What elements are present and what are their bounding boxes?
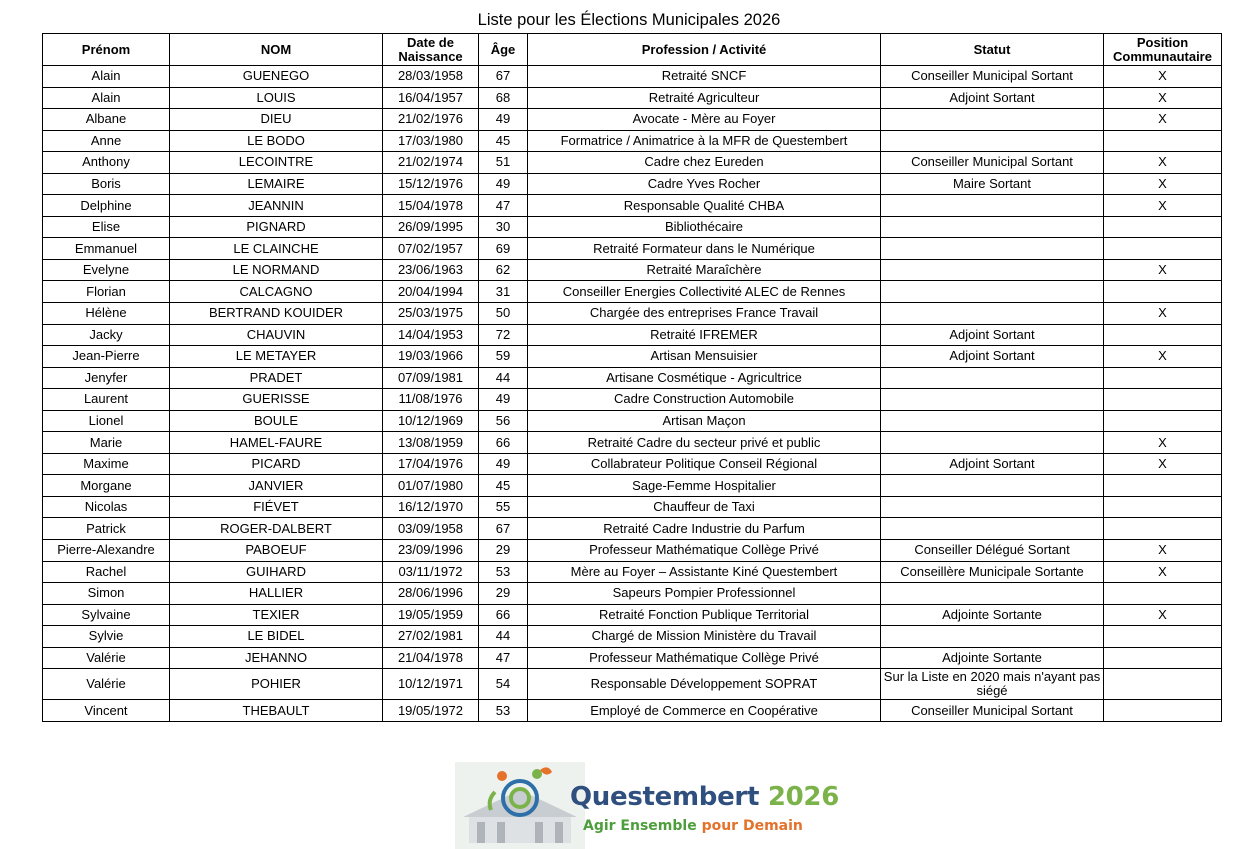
document-title: Liste pour les Élections Municipales 2026 bbox=[477, 11, 781, 29]
questembert-logo bbox=[455, 762, 840, 849]
cell-profession: Formatrice / Animatrice à la MFR de Questembert bbox=[528, 130, 881, 152]
cell-age: 49 bbox=[479, 109, 528, 131]
cell-nom: GUENEGO bbox=[170, 66, 383, 88]
cell-prenom: Emmanuel bbox=[43, 238, 170, 260]
cell-prenom: Laurent bbox=[43, 389, 170, 411]
cell-statut bbox=[881, 496, 1104, 518]
cell-date: 17/04/1976 bbox=[383, 453, 479, 475]
cell-prenom: Alain bbox=[43, 87, 170, 109]
cell-prenom: Valérie bbox=[43, 647, 170, 669]
header-position-communautaire: Position Communautaire bbox=[1104, 34, 1222, 66]
cell-age: 47 bbox=[479, 647, 528, 669]
cell-profession: Professeur Mathématique Collège Privé bbox=[528, 647, 881, 669]
cell-age: 67 bbox=[479, 518, 528, 540]
table-row bbox=[43, 324, 1222, 346]
cell-date: 16/04/1957 bbox=[383, 87, 479, 109]
cell-profession: Mère au Foyer – Assistante Kiné Questembert bbox=[528, 561, 881, 583]
table-row bbox=[43, 195, 1222, 217]
cell-age: 72 bbox=[479, 324, 528, 346]
cell-statut bbox=[881, 281, 1104, 303]
cell-profession: Artisan Maçon bbox=[528, 410, 881, 432]
cell-position: X bbox=[1104, 259, 1222, 281]
cell-statut bbox=[881, 216, 1104, 238]
cell-profession: Cadre Construction Automobile bbox=[528, 389, 881, 411]
cell-date: 03/11/1972 bbox=[383, 561, 479, 583]
cell-position: X bbox=[1104, 453, 1222, 475]
cell-position bbox=[1104, 647, 1222, 669]
cell-date: 21/04/1978 bbox=[383, 647, 479, 669]
cell-profession: Retraité Cadre du secteur privé et public bbox=[528, 432, 881, 454]
cell-prenom: Jenyfer bbox=[43, 367, 170, 389]
cell-prenom: Delphine bbox=[43, 195, 170, 217]
cell-date: 20/04/1994 bbox=[383, 281, 479, 303]
table-row bbox=[43, 238, 1222, 260]
cell-nom: BOULE bbox=[170, 410, 383, 432]
table-row bbox=[43, 173, 1222, 195]
table-row bbox=[43, 496, 1222, 518]
cell-profession: Chauffeur de Taxi bbox=[528, 496, 881, 518]
cell-age: 67 bbox=[479, 66, 528, 88]
table-row bbox=[43, 475, 1222, 497]
cell-prenom: Rachel bbox=[43, 561, 170, 583]
cell-statut bbox=[881, 195, 1104, 217]
cell-position bbox=[1104, 496, 1222, 518]
cell-date: 23/06/1963 bbox=[383, 259, 479, 281]
header-profession: Profession / Activité bbox=[528, 34, 881, 66]
cell-statut bbox=[881, 518, 1104, 540]
cell-prenom: Valérie bbox=[43, 669, 170, 700]
cell-date: 15/04/1978 bbox=[383, 195, 479, 217]
cell-profession: Sage-Femme Hospitalier bbox=[528, 475, 881, 497]
table-row bbox=[43, 66, 1222, 88]
cell-statut bbox=[881, 109, 1104, 131]
cell-position: X bbox=[1104, 346, 1222, 368]
cell-statut: Conseiller Délégué Sortant bbox=[881, 540, 1104, 562]
cell-nom: JANVIER bbox=[170, 475, 383, 497]
cell-prenom: Sylvie bbox=[43, 626, 170, 648]
cell-statut: Adjoint Sortant bbox=[881, 87, 1104, 109]
cell-nom: THEBAULT bbox=[170, 700, 383, 722]
cell-position bbox=[1104, 281, 1222, 303]
cell-age: 31 bbox=[479, 281, 528, 303]
cell-age: 66 bbox=[479, 432, 528, 454]
cell-profession: Retraité Formateur dans le Numérique bbox=[528, 238, 881, 260]
cell-nom: LEMAIRE bbox=[170, 173, 383, 195]
cell-age: 50 bbox=[479, 303, 528, 325]
cell-date: 25/03/1975 bbox=[383, 303, 479, 325]
cell-date: 14/04/1953 bbox=[383, 324, 479, 346]
cell-nom: HALLIER bbox=[170, 583, 383, 605]
table-row bbox=[43, 583, 1222, 605]
cell-profession: Avocate - Mère au Foyer bbox=[528, 109, 881, 131]
cell-position bbox=[1104, 518, 1222, 540]
cell-position: X bbox=[1104, 561, 1222, 583]
cell-date: 13/08/1959 bbox=[383, 432, 479, 454]
cell-position bbox=[1104, 389, 1222, 411]
cell-prenom: Vincent bbox=[43, 700, 170, 722]
cell-prenom: Simon bbox=[43, 583, 170, 605]
cell-position: X bbox=[1104, 195, 1222, 217]
cell-profession: Collabrateur Politique Conseil Régional bbox=[528, 453, 881, 475]
cell-age: 44 bbox=[479, 367, 528, 389]
header-prenom: Prénom bbox=[43, 34, 170, 66]
cell-statut bbox=[881, 303, 1104, 325]
cell-profession: Chargé de Mission Ministère du Travail bbox=[528, 626, 881, 648]
cell-profession: Retraité IFREMER bbox=[528, 324, 881, 346]
cell-date: 23/09/1996 bbox=[383, 540, 479, 562]
cell-nom: HAMEL-FAURE bbox=[170, 432, 383, 454]
table-row bbox=[43, 453, 1222, 475]
cell-profession: Retraité SNCF bbox=[528, 66, 881, 88]
cell-age: 62 bbox=[479, 259, 528, 281]
table-row bbox=[43, 518, 1222, 540]
cell-prenom: Maxime bbox=[43, 453, 170, 475]
cell-position bbox=[1104, 130, 1222, 152]
cell-position bbox=[1104, 475, 1222, 497]
candidates-table bbox=[42, 33, 1222, 722]
cell-prenom: Anne bbox=[43, 130, 170, 152]
cell-position bbox=[1104, 324, 1222, 346]
table-row bbox=[43, 540, 1222, 562]
cell-nom: LECOINTRE bbox=[170, 152, 383, 174]
cell-prenom: Nicolas bbox=[43, 496, 170, 518]
cell-profession: Cadre chez Eureden bbox=[528, 152, 881, 174]
cell-statut bbox=[881, 583, 1104, 605]
cell-age: 47 bbox=[479, 195, 528, 217]
cell-nom: POHIER bbox=[170, 669, 383, 700]
cell-date: 28/06/1996 bbox=[383, 583, 479, 605]
table-row bbox=[43, 259, 1222, 281]
cell-date: 16/12/1970 bbox=[383, 496, 479, 518]
table-row bbox=[43, 700, 1222, 722]
table-row bbox=[43, 647, 1222, 669]
cell-statut: Adjointe Sortante bbox=[881, 647, 1104, 669]
cell-profession: Professeur Mathématique Collège Privé bbox=[528, 540, 881, 562]
cell-position: X bbox=[1104, 66, 1222, 88]
cell-statut bbox=[881, 432, 1104, 454]
cell-statut bbox=[881, 367, 1104, 389]
header-nom: NOM bbox=[170, 34, 383, 66]
cell-date: 26/09/1995 bbox=[383, 216, 479, 238]
cell-date: 27/02/1981 bbox=[383, 626, 479, 648]
cell-date: 19/03/1966 bbox=[383, 346, 479, 368]
cell-age: 45 bbox=[479, 130, 528, 152]
cell-statut: Conseillère Municipale Sortante bbox=[881, 561, 1104, 583]
cell-nom: CHAUVIN bbox=[170, 324, 383, 346]
cell-prenom: Morgane bbox=[43, 475, 170, 497]
cell-date: 17/03/1980 bbox=[383, 130, 479, 152]
cell-date: 19/05/1959 bbox=[383, 604, 479, 626]
cell-profession: Cadre Yves Rocher bbox=[528, 173, 881, 195]
cell-age: 56 bbox=[479, 410, 528, 432]
cell-prenom: Albane bbox=[43, 109, 170, 131]
table-row bbox=[43, 87, 1222, 109]
cell-age: 29 bbox=[479, 583, 528, 605]
cell-profession: Conseiller Energies Collectivité ALEC de Rennes bbox=[528, 281, 881, 303]
cell-prenom: Lionel bbox=[43, 410, 170, 432]
cell-nom: TEXIER bbox=[170, 604, 383, 626]
cell-date: 10/12/1971 bbox=[383, 669, 479, 700]
cell-position: X bbox=[1104, 540, 1222, 562]
cell-date: 11/08/1976 bbox=[383, 389, 479, 411]
table-header-row bbox=[43, 34, 1222, 66]
cell-statut: Conseiller Municipal Sortant bbox=[881, 700, 1104, 722]
cell-nom: CALCAGNO bbox=[170, 281, 383, 303]
header-statut: Statut bbox=[881, 34, 1104, 66]
cell-prenom: Hélène bbox=[43, 303, 170, 325]
cell-position bbox=[1104, 410, 1222, 432]
cell-nom: LE NORMAND bbox=[170, 259, 383, 281]
cell-age: 49 bbox=[479, 389, 528, 411]
cell-statut bbox=[881, 475, 1104, 497]
cell-age: 68 bbox=[479, 87, 528, 109]
cell-profession: Retraité Cadre Industrie du Parfum bbox=[528, 518, 881, 540]
table-row bbox=[43, 216, 1222, 238]
cell-profession: Retraité Maraîchère bbox=[528, 259, 881, 281]
table-row bbox=[43, 152, 1222, 174]
cell-statut bbox=[881, 410, 1104, 432]
cell-nom: GUIHARD bbox=[170, 561, 383, 583]
cell-date: 19/05/1972 bbox=[383, 700, 479, 722]
cell-profession: Sapeurs Pompier Professionnel bbox=[528, 583, 881, 605]
cell-age: 49 bbox=[479, 173, 528, 195]
table-row bbox=[43, 410, 1222, 432]
table-row bbox=[43, 561, 1222, 583]
logo-title: Questembert 2026 bbox=[570, 782, 840, 812]
table-row bbox=[43, 281, 1222, 303]
cell-position: X bbox=[1104, 173, 1222, 195]
cell-profession: Chargée des entreprises France Travail bbox=[528, 303, 881, 325]
cell-date: 07/09/1981 bbox=[383, 367, 479, 389]
cell-statut: Conseiller Municipal Sortant bbox=[881, 152, 1104, 174]
cell-nom: PABOEUF bbox=[170, 540, 383, 562]
cell-prenom: Jacky bbox=[43, 324, 170, 346]
cell-position bbox=[1104, 238, 1222, 260]
cell-prenom: Elise bbox=[43, 216, 170, 238]
cell-date: 10/12/1969 bbox=[383, 410, 479, 432]
cell-nom: ROGER-DALBERT bbox=[170, 518, 383, 540]
cell-nom: JEANNIN bbox=[170, 195, 383, 217]
cell-nom: LE METAYER bbox=[170, 346, 383, 368]
cell-age: 49 bbox=[479, 453, 528, 475]
cell-position: X bbox=[1104, 604, 1222, 626]
cell-position bbox=[1104, 626, 1222, 648]
table-row bbox=[43, 346, 1222, 368]
cell-position bbox=[1104, 700, 1222, 722]
cell-nom: LE CLAINCHE bbox=[170, 238, 383, 260]
cell-nom: GUERISSE bbox=[170, 389, 383, 411]
cell-age: 45 bbox=[479, 475, 528, 497]
cell-statut: Adjoint Sortant bbox=[881, 346, 1104, 368]
cell-nom: LE BIDEL bbox=[170, 626, 383, 648]
cell-profession: Responsable Développement SOPRAT bbox=[528, 669, 881, 700]
cell-prenom: Jean-Pierre bbox=[43, 346, 170, 368]
table-row bbox=[43, 604, 1222, 626]
cell-date: 01/07/1980 bbox=[383, 475, 479, 497]
cell-statut: Adjoint Sortant bbox=[881, 453, 1104, 475]
cell-age: 53 bbox=[479, 700, 528, 722]
cell-nom: PIGNARD bbox=[170, 216, 383, 238]
cell-date: 21/02/1976 bbox=[383, 109, 479, 131]
cell-prenom: Anthony bbox=[43, 152, 170, 174]
cell-prenom: Evelyne bbox=[43, 259, 170, 281]
cell-age: 59 bbox=[479, 346, 528, 368]
cell-profession: Responsable Qualité CHBA bbox=[528, 195, 881, 217]
table-row bbox=[43, 432, 1222, 454]
cell-age: 55 bbox=[479, 496, 528, 518]
cell-prenom: Alain bbox=[43, 66, 170, 88]
table-row bbox=[43, 367, 1222, 389]
cell-position: X bbox=[1104, 432, 1222, 454]
cell-prenom: Patrick bbox=[43, 518, 170, 540]
cell-position bbox=[1104, 583, 1222, 605]
cell-prenom: Sylvaine bbox=[43, 604, 170, 626]
cell-prenom: Pierre-Alexandre bbox=[43, 540, 170, 562]
cell-nom: LOUIS bbox=[170, 87, 383, 109]
cell-prenom: Florian bbox=[43, 281, 170, 303]
cell-prenom: Boris bbox=[43, 173, 170, 195]
cell-date: 28/03/1958 bbox=[383, 66, 479, 88]
cell-statut bbox=[881, 626, 1104, 648]
cell-nom: BERTRAND KOUIDER bbox=[170, 303, 383, 325]
cell-profession: Artisane Cosmétique - Agricultrice bbox=[528, 367, 881, 389]
cell-age: 30 bbox=[479, 216, 528, 238]
table-row bbox=[43, 109, 1222, 131]
cell-age: 66 bbox=[479, 604, 528, 626]
cell-nom: LE BODO bbox=[170, 130, 383, 152]
cell-nom: PICARD bbox=[170, 453, 383, 475]
cell-statut bbox=[881, 238, 1104, 260]
cell-position: X bbox=[1104, 87, 1222, 109]
cell-profession: Retraité Agriculteur bbox=[528, 87, 881, 109]
cell-position bbox=[1104, 216, 1222, 238]
cell-nom: JEHANNO bbox=[170, 647, 383, 669]
table-row bbox=[43, 669, 1222, 700]
cell-position: X bbox=[1104, 152, 1222, 174]
cell-position: X bbox=[1104, 109, 1222, 131]
header-age: Âge bbox=[479, 34, 528, 66]
cell-age: 44 bbox=[479, 626, 528, 648]
logo-tagline: Agir Ensemble pour Demain bbox=[583, 818, 803, 834]
cell-position bbox=[1104, 669, 1222, 700]
table-row bbox=[43, 130, 1222, 152]
cell-statut bbox=[881, 259, 1104, 281]
cell-profession: Employé de Commerce en Coopérative bbox=[528, 700, 881, 722]
table-row bbox=[43, 626, 1222, 648]
cell-statut bbox=[881, 389, 1104, 411]
cell-date: 03/09/1958 bbox=[383, 518, 479, 540]
cell-date: 21/02/1974 bbox=[383, 152, 479, 174]
cell-nom: DIEU bbox=[170, 109, 383, 131]
cell-statut: Adjointe Sortante bbox=[881, 604, 1104, 626]
cell-statut: Maire Sortant bbox=[881, 173, 1104, 195]
table-row bbox=[43, 303, 1222, 325]
cell-statut: Sur la Liste en 2020 mais n'ayant pas siégé bbox=[881, 669, 1104, 700]
cell-profession: Artisan Mensuisier bbox=[528, 346, 881, 368]
cell-profession: Bibliothécaire bbox=[528, 216, 881, 238]
cell-statut: Adjoint Sortant bbox=[881, 324, 1104, 346]
cell-age: 54 bbox=[479, 669, 528, 700]
cell-nom: FIÉVET bbox=[170, 496, 383, 518]
cell-nom: PRADET bbox=[170, 367, 383, 389]
cell-age: 51 bbox=[479, 152, 528, 174]
cell-age: 53 bbox=[479, 561, 528, 583]
cell-age: 69 bbox=[479, 238, 528, 260]
cell-statut bbox=[881, 130, 1104, 152]
cell-date: 07/02/1957 bbox=[383, 238, 479, 260]
cell-prenom: Marie bbox=[43, 432, 170, 454]
cell-date: 15/12/1976 bbox=[383, 173, 479, 195]
header-date-naissance: Date de Naissance bbox=[383, 34, 479, 66]
cell-age: 29 bbox=[479, 540, 528, 562]
table-row bbox=[43, 389, 1222, 411]
cell-position bbox=[1104, 367, 1222, 389]
cell-position: X bbox=[1104, 303, 1222, 325]
cell-profession: Retraité Fonction Publique Territorial bbox=[528, 604, 881, 626]
cell-statut: Conseiller Municipal Sortant bbox=[881, 66, 1104, 88]
